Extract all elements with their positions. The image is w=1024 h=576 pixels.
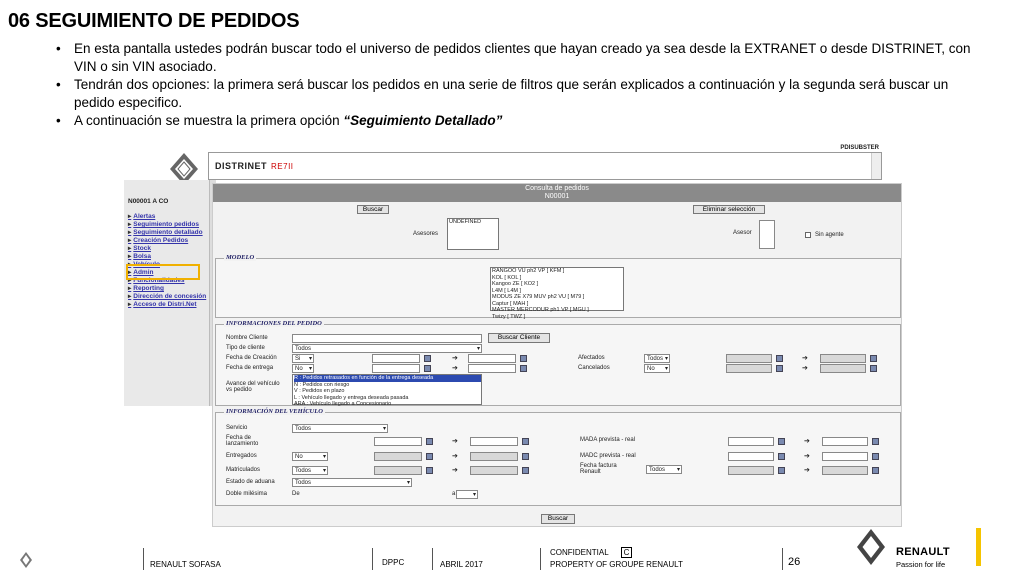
menu-seguimiento-detallado[interactable]: ▸ Seguimiento detallado bbox=[128, 229, 209, 237]
arrow-icon: ➔ bbox=[452, 438, 458, 445]
cancelados-from[interactable] bbox=[726, 364, 772, 373]
afectados-from[interactable] bbox=[726, 354, 772, 363]
user-id: N00001 A CO bbox=[128, 198, 169, 205]
flanz-label: Fecha de lanzamiento bbox=[226, 435, 259, 447]
entregados-to[interactable] bbox=[470, 452, 518, 461]
bullet-item bbox=[56, 112, 976, 130]
arrow-icon: ➔ bbox=[452, 355, 458, 362]
milesima-label: Doble milésima bbox=[226, 491, 268, 497]
footer-confidential: CONFIDENTIAL C bbox=[550, 548, 632, 557]
milesima-select[interactable] bbox=[456, 490, 478, 499]
matriculados-from[interactable] bbox=[374, 466, 422, 475]
menu-acceso[interactable]: ▸ Acceso de Distri.Net bbox=[128, 301, 209, 309]
list-item[interactable]: ARA : Vehículo llegado a Concesionario bbox=[294, 401, 392, 407]
list-item[interactable]: L : Vehículo llegado y entrega deseada pasada bbox=[294, 394, 409, 401]
flanz-to[interactable] bbox=[470, 437, 518, 446]
calendar-icon[interactable] bbox=[776, 355, 783, 362]
search-button[interactable]: Buscar bbox=[357, 205, 389, 214]
menu-seguimiento-pedidos[interactable]: ▸ Seguimiento pedidos bbox=[128, 221, 209, 229]
afectados-to[interactable] bbox=[820, 354, 866, 363]
menu-bolsa[interactable]: ▸ Bolsa bbox=[128, 253, 209, 261]
menu-alertas[interactable]: ▸ Alertas bbox=[128, 213, 209, 221]
calendar-icon[interactable] bbox=[426, 438, 433, 445]
fentrega-label: Fecha de entrega bbox=[226, 365, 274, 371]
bullet-emphasis: “Seguimiento Detallado” bbox=[343, 113, 503, 128]
afectados-select[interactable]: Todos ▾ bbox=[644, 354, 670, 363]
factura-from[interactable] bbox=[728, 466, 774, 475]
app-code: PDISUBSTER bbox=[840, 145, 879, 151]
mada-to[interactable] bbox=[822, 437, 868, 446]
fcrea-label: Fecha de Creación bbox=[226, 355, 277, 361]
arrow-icon: ➔ bbox=[452, 365, 458, 372]
modelo-title: MODELO bbox=[226, 254, 255, 261]
list-item[interactable]: Kangoo ZE [ KO2 ] bbox=[492, 281, 539, 287]
modelo-list[interactable] bbox=[490, 267, 624, 320]
fentrega-select[interactable]: No ▾ bbox=[292, 364, 314, 373]
nombre-input[interactable] bbox=[292, 334, 482, 343]
fcrea-from[interactable] bbox=[372, 354, 420, 363]
highlight-box bbox=[126, 264, 200, 280]
aduana-label: Estado de aduana bbox=[226, 479, 275, 485]
asesor-field[interactable] bbox=[759, 220, 775, 249]
bottom-search-button[interactable]: Buscar bbox=[541, 514, 575, 524]
calendar-icon[interactable] bbox=[872, 467, 879, 474]
tipo-label: Tipo de cliente bbox=[226, 345, 265, 351]
a-label: a bbox=[452, 491, 456, 497]
calendar-icon[interactable] bbox=[522, 453, 529, 460]
bullet-text: A continuación se muestra la primera opción bbox=[74, 113, 344, 128]
fentrega-to[interactable] bbox=[468, 364, 516, 373]
calendar-icon[interactable] bbox=[520, 365, 527, 372]
calendar-icon[interactable] bbox=[522, 438, 529, 445]
bullet-item: • En esta pantalla ustedes podrán buscar todo el universo de pedidos clientes que hayan creado ya sea desde la EXTRANET o desde DISTRINET, con VIN o sin VIN asociado. bbox=[56, 40, 976, 76]
asesor-label: Asesor bbox=[733, 230, 752, 236]
list-item[interactable]: KOL [ KOL ] bbox=[492, 274, 522, 281]
footer-property: PROPERTY OF GROUPE RENAULT bbox=[550, 560, 683, 569]
list-item[interactable]: V : Pedidos en plazo bbox=[294, 388, 345, 394]
info-vehiculo-section bbox=[215, 408, 901, 506]
list-item[interactable]: N : Pedidos con riesgo bbox=[294, 381, 350, 388]
clear-selection-button[interactable]: Eliminar selección bbox=[693, 205, 765, 214]
cancelados-to[interactable] bbox=[820, 364, 866, 373]
madc-from[interactable] bbox=[728, 452, 774, 461]
slide-footer: RENAULT SOFASA DPPC ABRIL 2017 CONFIDENTIAL C PROPERTY OF GROUPE RENAULT 26 RENAULT Passion for life bbox=[0, 540, 1024, 576]
brand-accent-bar bbox=[976, 528, 981, 566]
modelo-section bbox=[215, 254, 901, 320]
form-header: Consulta de pedidos N00001 bbox=[213, 184, 901, 202]
arrow-icon: ➔ bbox=[452, 453, 458, 460]
menu-reporting[interactable]: ▸ Reporting bbox=[128, 285, 209, 293]
tipo-select[interactable]: Todos ▾ bbox=[292, 344, 482, 353]
arrow-icon: ➔ bbox=[802, 355, 808, 362]
calendar-icon[interactable] bbox=[522, 467, 529, 474]
arrow-icon: ➔ bbox=[452, 467, 458, 474]
asesores-label: Asesores bbox=[413, 231, 439, 237]
list-item[interactable]: Twizy [ TWZ ] bbox=[492, 313, 526, 320]
info-pedido-section bbox=[215, 320, 901, 407]
madc-to[interactable] bbox=[822, 452, 868, 461]
menu-stock[interactable]: ▸ Stock bbox=[128, 245, 209, 253]
servicio-select[interactable]: Todos ▾ bbox=[292, 424, 388, 433]
nombre-label: Nombre Cliente bbox=[226, 335, 268, 341]
matriculados-to[interactable] bbox=[470, 466, 518, 475]
calendar-icon[interactable] bbox=[872, 453, 879, 460]
calendar-icon[interactable] bbox=[424, 365, 431, 372]
matriculados-select[interactable]: Todos ▾ bbox=[292, 466, 328, 475]
madc-label: MADC prevista - real bbox=[580, 453, 636, 459]
matriculados-label: Matriculados bbox=[226, 467, 261, 473]
calendar-icon[interactable] bbox=[778, 438, 785, 445]
entregados-label: Entregados bbox=[226, 453, 257, 459]
cancelados-select[interactable]: No ▾ bbox=[644, 364, 670, 373]
slide-title: 06 SEGUIMIENTO DE PEDIDOS bbox=[8, 10, 300, 32]
renault-logo-icon bbox=[856, 528, 886, 568]
calendar-icon[interactable] bbox=[424, 355, 431, 362]
list-item[interactable]: R : Pedidos retrasados en función de la entrega deseada bbox=[294, 375, 481, 382]
menu-admin[interactable]: ▸ Admin bbox=[128, 269, 209, 277]
sidebar bbox=[124, 180, 210, 406]
list-item[interactable]: MASTER MERCODUR ph1 VP [ MGU ] bbox=[492, 307, 589, 313]
menu-direccion[interactable]: ▸ Dirección de concesión bbox=[128, 293, 209, 301]
footer-date: ABRIL 2017 bbox=[440, 560, 483, 569]
entregados-select[interactable]: No ▾ bbox=[292, 452, 328, 461]
list-item[interactable]: MODUS ZE X79 MUV ph2 VU [ M79 ] bbox=[492, 294, 585, 300]
asesores-list[interactable]: UNDEFINED bbox=[447, 218, 499, 250]
sin-agente-label: Sin agente bbox=[815, 232, 844, 238]
calendar-icon[interactable] bbox=[870, 365, 877, 372]
calendar-icon[interactable] bbox=[870, 355, 877, 362]
calendar-icon[interactable] bbox=[426, 453, 433, 460]
calendar-icon[interactable] bbox=[778, 467, 785, 474]
fentrega-from[interactable] bbox=[372, 364, 420, 373]
scrollbar[interactable] bbox=[871, 153, 881, 179]
arrow-icon: ➔ bbox=[804, 467, 810, 474]
footer-company: RENAULT SOFASA bbox=[150, 560, 221, 569]
aduana-select[interactable]: Todos ▾ bbox=[292, 478, 412, 487]
de-label: De bbox=[292, 491, 300, 497]
info-vehiculo-title: INFORMACIÓN DEL VEHÍCULO bbox=[226, 408, 323, 415]
menu-vehiculo[interactable]: ▸ Vehículo bbox=[128, 261, 209, 269]
avance-list[interactable] bbox=[292, 374, 482, 405]
bullet-item: • Tendrán dos opciones: la primera será buscar los pedidos en una serie de filtros que serán explicados a continuación y la segunda será buscar un pedido especifico. bbox=[56, 76, 976, 112]
flanz-from[interactable] bbox=[374, 437, 422, 446]
calendar-icon[interactable] bbox=[872, 438, 879, 445]
mada-from[interactable] bbox=[728, 437, 774, 446]
fcrea-to[interactable] bbox=[468, 354, 516, 363]
distrinet-screenshot bbox=[124, 145, 904, 530]
page-number: 26 bbox=[788, 556, 801, 568]
menu-creacion-pedidos[interactable]: ▸ Creación Pedidos bbox=[128, 237, 209, 245]
calendar-icon[interactable] bbox=[776, 365, 783, 372]
sin-agente-checkbox[interactable] bbox=[805, 232, 811, 238]
cancelados-label: Cancelados bbox=[578, 365, 610, 371]
factura-select[interactable]: Todos ▾ bbox=[646, 465, 682, 474]
calendar-icon[interactable] bbox=[778, 453, 785, 460]
fcrea-select[interactable]: Si ▾ bbox=[292, 354, 314, 363]
bullet-list bbox=[56, 40, 976, 130]
calendar-icon[interactable] bbox=[426, 467, 433, 474]
entregados-from[interactable] bbox=[374, 452, 422, 461]
arrow-icon: ➔ bbox=[804, 453, 810, 460]
footer-dept: DPPC bbox=[382, 558, 405, 567]
list-item[interactable]: L4M [ L4M ] bbox=[492, 287, 522, 294]
info-pedido-title: INFORMACIONES DEL PEDIDO bbox=[226, 320, 322, 327]
arrow-icon: ➔ bbox=[804, 438, 810, 445]
list-item[interactable]: RANGOO VU ph2 VP [ KFM ] bbox=[492, 268, 565, 274]
avance-label: Avance del vehículo vs pedido bbox=[226, 381, 280, 393]
servicio-label: Servicio bbox=[226, 425, 248, 431]
app-topbar bbox=[208, 145, 882, 180]
afectados-label: Afectados bbox=[578, 355, 605, 361]
menu-funcionalidades[interactable]: ▸ Funcionalidades bbox=[128, 277, 209, 285]
mada-label: MADA prevista - real bbox=[580, 437, 636, 443]
factura-to[interactable] bbox=[822, 466, 868, 475]
list-item[interactable]: Captur [ MAH ] bbox=[492, 300, 529, 307]
arrow-icon: ➔ bbox=[802, 365, 808, 372]
buscar-cliente-button[interactable]: Buscar Cliente bbox=[488, 333, 550, 343]
app-brand: DISTRINET RE7II bbox=[215, 161, 294, 171]
order-query-form bbox=[212, 183, 902, 527]
calendar-icon[interactable] bbox=[520, 355, 527, 362]
renault-small-logo-icon bbox=[20, 552, 32, 570]
factura-label: Fecha factura Renault bbox=[580, 463, 617, 475]
